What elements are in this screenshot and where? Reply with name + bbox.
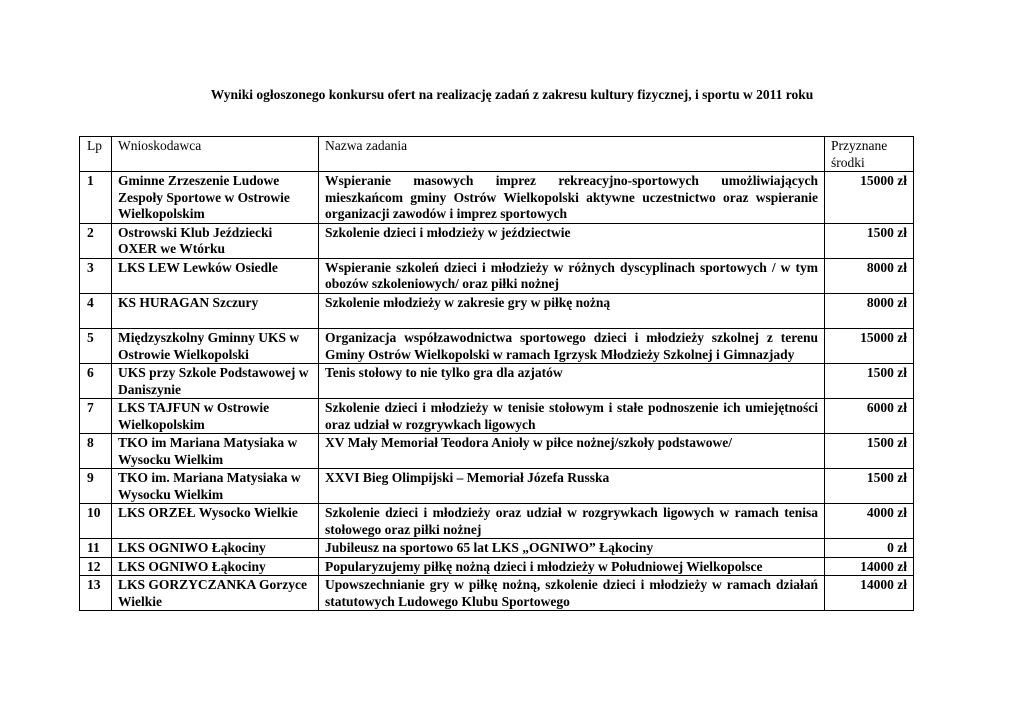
- table-row: [80, 293, 914, 329]
- row-task: Szkolenie dzieci i młodzieży oraz udział w rozgrywkach ligowych w ramach tenisa stołowego oraz piłki nożnej: [319, 504, 825, 539]
- table-row: [80, 434, 914, 469]
- row-applicant: TKO im Mariana Matysiaka w Wysocku Wielkim: [112, 434, 319, 469]
- row-amount: 1500 zł: [825, 469, 914, 504]
- row-task: Jubileusz na sportowo 65 lat LKS „OGNIWO” Łąkociny: [319, 539, 825, 558]
- table-row: [80, 364, 914, 399]
- row-applicant: LKS TAJFUN w Ostrowie Wielkopolskim: [112, 399, 319, 434]
- table-row: [80, 329, 914, 364]
- table-row: [80, 576, 914, 611]
- table-row: [80, 399, 914, 434]
- row-task: XXVI Bieg Olimpijski – Memoriał Józefa Russka: [319, 469, 825, 504]
- table-row: [80, 172, 914, 224]
- row-task: Szkolenie dzieci i młodzieży w tenisie stołowym i stałe podnoszenie ich umiejętności oraz udział w rozgrywkach ligowych: [319, 399, 825, 434]
- row-number: 11: [80, 539, 112, 558]
- row-number: 3: [80, 258, 112, 293]
- row-amount: 1500 zł: [825, 434, 914, 469]
- table-row: [80, 557, 914, 576]
- row-amount: 8000 zł: [825, 258, 914, 293]
- page-title: Wyniki ogłoszonego konkursu ofert na realizację zadań z zakresu kultury fizycznej, i sportu w 2011 roku: [210, 87, 814, 102]
- table-row: [80, 258, 914, 293]
- row-task: Szkolenie młodzieży w zakresie gry w piłkę nożną: [319, 293, 825, 329]
- row-task: Wspieranie szkoleń dzieci i młodzieży w różnych dyscyplinach sportowych / w tym obozów szkoleniowych/ oraz piłki nożnej: [319, 258, 825, 293]
- table-row: [80, 504, 914, 539]
- header-applicant: Wnioskodawca: [112, 137, 319, 172]
- row-amount: 15000 zł: [825, 172, 914, 224]
- row-number: 5: [80, 329, 112, 364]
- row-applicant: LKS OGNIWO Łąkociny: [112, 557, 319, 576]
- row-number: 1: [80, 172, 112, 224]
- header-lp: Lp: [80, 137, 112, 172]
- row-amount: 1500 zł: [825, 223, 914, 258]
- table-row: [80, 539, 914, 558]
- results-table: [79, 136, 914, 611]
- table-header-row: [80, 137, 914, 172]
- row-task: Wspieranie masowych imprez rekreacyjno-sportowych umożliwiających mieszkańcom gminy Ostrów Wielkopolski aktywne uczestnictwo oraz wspieranie organizacji zawodów i imprez sportowych: [319, 172, 825, 224]
- row-task: Organizacja współzawodnictwa sportowego dzieci i młodzieży szkolnej z terenu Gminy Ostrów Wielkopolski w ramach Igrzysk Młodzieży Szkolnej i Gimnazjady: [319, 329, 825, 364]
- row-applicant: TKO im. Mariana Matysiaka w Wysocku Wielkim: [112, 469, 319, 504]
- row-applicant: LKS LEW Lewków Osiedle: [112, 258, 319, 293]
- row-amount: 6000 zł: [825, 399, 914, 434]
- row-applicant: Gminne Zrzeszenie Ludowe Zespoły Sportowe w Ostrowie Wielkopolskim: [112, 172, 319, 224]
- row-amount: 14000 zł: [825, 576, 914, 611]
- row-applicant: Międzyszkolny Gminny UKS w Ostrowie Wielkopolski: [112, 329, 319, 364]
- row-applicant: LKS ORZEŁ Wysocko Wielkie: [112, 504, 319, 539]
- row-applicant: LKS OGNIWO Łąkociny: [112, 539, 319, 558]
- row-number: 8: [80, 434, 112, 469]
- row-amount: 15000 zł: [825, 329, 914, 364]
- header-task: Nazwa zadania: [319, 137, 825, 172]
- row-task: Upowszechnianie gry w piłkę nożną, szkolenie dzieci i młodzieży w ramach działań statutowych Ludowego Klubu Sportowego: [319, 576, 825, 611]
- row-applicant: LKS GORZYCZANKA Gorzyce Wielkie: [112, 576, 319, 611]
- table-row: [80, 223, 914, 258]
- row-amount: 4000 zł: [825, 504, 914, 539]
- row-number: 10: [80, 504, 112, 539]
- row-amount: 14000 zł: [825, 557, 914, 576]
- row-number: 6: [80, 364, 112, 399]
- row-amount: 8000 zł: [825, 293, 914, 329]
- row-number: 7: [80, 399, 112, 434]
- header-amount: Przyznane środki: [825, 137, 914, 172]
- row-amount: 0 zł: [825, 539, 914, 558]
- table-row: [80, 469, 914, 504]
- row-task: Szkolenie dzieci i młodzieży w jeździectwie: [319, 223, 825, 258]
- row-applicant: KS HURAGAN Szczury: [112, 293, 319, 329]
- row-applicant: Ostrowski Klub Jeździecki OXER we Wtórku: [112, 223, 319, 258]
- row-number: 2: [80, 223, 112, 258]
- row-number: 9: [80, 469, 112, 504]
- row-applicant: UKS przy Szkole Podstawowej w Daniszynie: [112, 364, 319, 399]
- row-amount: 1500 zł: [825, 364, 914, 399]
- row-task: Tenis stołowy to nie tylko gra dla azjatów: [319, 364, 825, 399]
- row-task: Popularyzujemy piłkę nożną dzieci i młodzieży w Południowej Wielkopolsce: [319, 557, 825, 576]
- row-number: 4: [80, 293, 112, 329]
- row-task: XV Mały Memoriał Teodora Anioły w piłce nożnej/szkoły podstawowe/: [319, 434, 825, 469]
- row-number: 12: [80, 557, 112, 576]
- row-number: 13: [80, 576, 112, 611]
